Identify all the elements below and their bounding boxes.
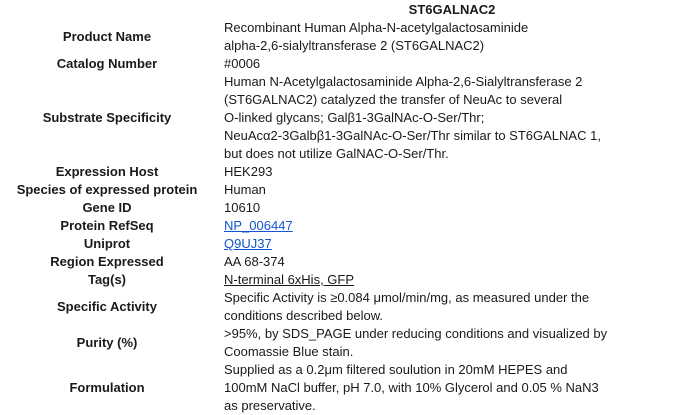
value-expression-host: HEK293 [224,164,273,179]
value-line: O-linked glycans; Galβ1-3GalNAc-O-Ser/Thr; [224,110,485,125]
row-tags [0,271,680,289]
value-line: Human N-Acetylgalactosaminide Alpha-2,6-Sialyltransferase 2 [224,74,583,89]
value-substrate-specificity [218,73,680,163]
row-specific-activity [0,289,680,325]
row-uniprot [0,235,680,253]
product-spec-table [0,1,680,415]
value-line: >95%, by SDS_PAGE under reducing conditions and visualized by [224,326,608,341]
value-line: alpha-2,6-sialyltransferase 2 (ST6GALNAC2) [224,38,485,53]
row-gene-id [0,199,680,217]
label-gene-id: Gene ID [82,200,132,215]
value-gene-id: 10610 [224,200,261,215]
value-line: Coomassie Blue stain. [224,344,354,359]
row-region-expressed [0,253,680,271]
label-substrate-specificity: Substrate Specificity [42,110,172,125]
row-substrate-specificity [0,73,680,163]
value-line: as preservative. [224,398,316,413]
row-species [0,181,680,199]
value-protein-refseq-cell [218,217,680,235]
label-tags: Tag(s) [87,272,127,287]
label-species: Species of expressed protein [16,182,198,197]
protein-refseq-link[interactable]: NP_006447 [224,218,293,233]
value-line: Specific Activity is ≥0.084 μmol/min/mg, as measured under the [224,290,590,305]
label-specific-activity: Specific Activity [57,299,157,314]
value-specific-activity [218,289,680,325]
label-expression-host: Expression Host [55,164,159,179]
label-product-name: Product Name [62,29,152,44]
value-formulation [218,361,680,415]
value-line: conditions described below. [224,308,383,323]
value-line: (ST6GALNAC2) catalyzed the transfer of NeuAc to several [224,92,563,107]
label-protein-refseq: Protein RefSeq [60,218,154,233]
value-species: Human [224,182,266,197]
value-line: Recombinant Human Alpha-N-acetylgalactosaminide [224,20,529,35]
label-purity: Purity (%) [76,335,138,350]
uniprot-link[interactable]: Q9UJ37 [224,236,272,251]
label-uniprot: Uniprot [83,236,131,251]
label-region-expressed: Region Expressed [50,254,164,269]
title-spacer [0,1,218,19]
row-formulation [0,361,680,415]
row-product-name [0,19,680,55]
value-tags-cell [218,271,680,289]
row-protein-refseq [0,217,680,235]
label-catalog-number: Catalog Number [56,56,158,71]
value-line: 100mM NaCl buffer, pH 7.0, with 10% Glycerol and 0.05 % NaN3 [224,380,599,395]
value-line: but does not utilize GalNAC-O-Ser/Thr. [224,146,449,161]
value-region-expressed: AA 68-374 [224,254,285,269]
value-line: NeuAcα2-3Galbβ1-3GalNAc-O-Ser/Thr similar to ST6GALNAC 1, [224,128,601,143]
title-row [0,1,680,19]
value-uniprot-cell [218,235,680,253]
page-title: ST6GALNAC2 [408,2,496,17]
value-catalog-number: #0006 [224,56,261,71]
label-formulation: Formulation [69,380,145,395]
row-expression-host [0,163,680,181]
value-tags: N-terminal 6xHis, GFP [224,272,355,287]
value-line: Supplied as a 0.2μm filtered soulution in 20mM HEPES and [224,362,568,377]
value-purity [218,325,680,361]
row-purity [0,325,680,361]
row-catalog-number [0,55,680,73]
value-product-name [218,19,680,55]
